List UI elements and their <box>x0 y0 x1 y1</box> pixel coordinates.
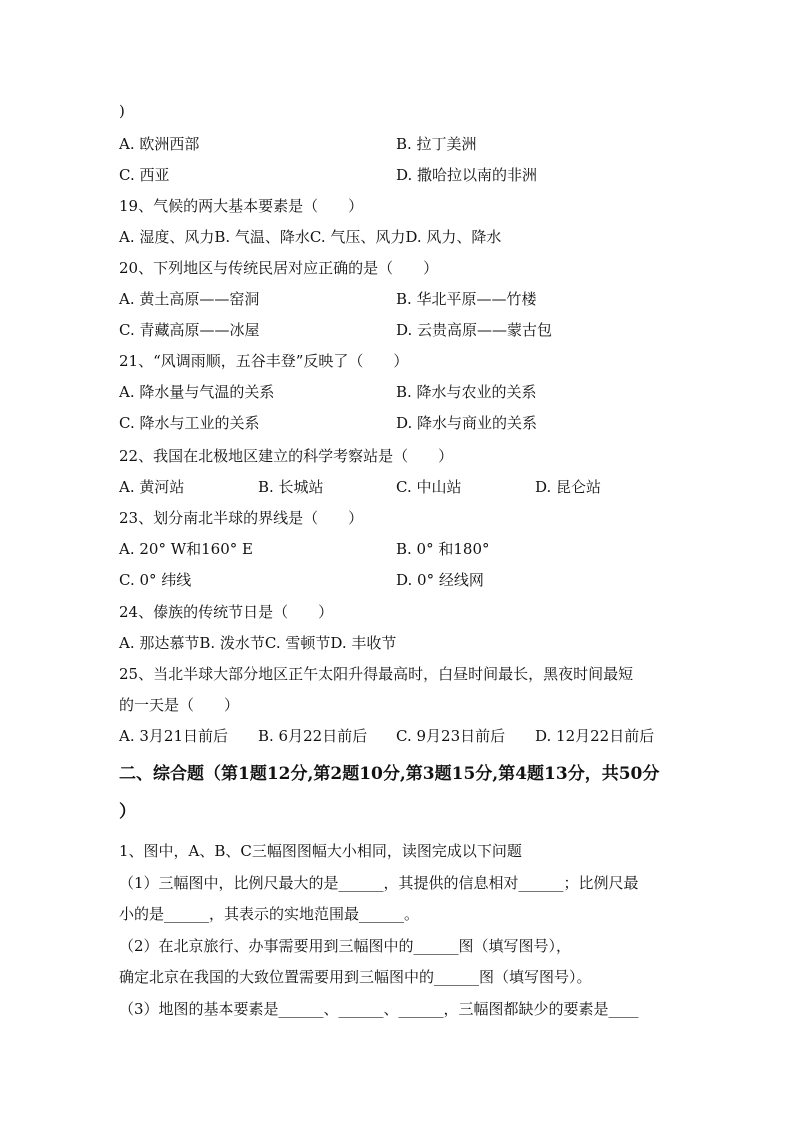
q23-option-c: C. 0° 纬线 <box>119 571 192 589</box>
q18-tail: ) <box>119 102 125 120</box>
q18-option-b: B. 拉丁美洲 <box>396 135 477 153</box>
q25-option-a: A. 3月21日前后 <box>119 727 228 745</box>
q22-option-d: D. 昆仑站 <box>535 478 602 496</box>
q20-option-b: B. 华北平原——竹楼 <box>396 290 537 308</box>
q20-option-d: D. 云贵高原——蒙古包 <box>396 321 553 339</box>
p1-sub3: （3）地图的基本要素是______、______、______，三幅图都缺少的要素是____ <box>119 1000 639 1018</box>
q21-option-b: B. 降水与农业的关系 <box>396 383 537 401</box>
q25-option-b: B. 6月22日前后 <box>258 727 368 745</box>
q18-option-d: D. 撒哈拉以南的非洲 <box>396 166 538 184</box>
q18-option-a: A. 欧洲西部 <box>119 135 200 153</box>
q23-option-b: B. 0° 和180° <box>396 540 490 558</box>
q20-stem: 20、下列地区与传统民居对应正确的是（ ） <box>119 259 439 277</box>
q25-stem-line2: 的一天是（ ） <box>119 696 240 714</box>
q19-stem: 19、气候的两大基本要素是（ ） <box>119 197 364 215</box>
section-2-title-tail: ） <box>119 802 136 822</box>
q21-stem: 21、“风调雨顺，五谷丰登”反映了（ ） <box>119 352 409 370</box>
q22-stem: 22、我国在北极地区建立的科学考察站是（ ） <box>119 447 454 465</box>
p1-sub1-line1: （1）三幅图中，比例尺最大的是______，其提供的信息相对______；比例尺最 <box>119 874 639 892</box>
q18-option-c: C. 西亚 <box>119 166 170 184</box>
q19-options: A. 湿度、风力B. 气温、降水C. 气压、风力D. 风力、降水 <box>119 228 502 246</box>
q22-option-b: B. 长城站 <box>258 478 324 496</box>
q21-option-c: C. 降水与工业的关系 <box>119 414 260 432</box>
q22-option-a: A. 黄河站 <box>119 478 185 496</box>
q21-option-d: D. 降水与商业的关系 <box>396 414 538 432</box>
p1-sub2-line1: （2）在北京旅行、办事需要用到三幅图中的______图（填写图号）， <box>119 937 572 955</box>
q21-option-a: A. 降水量与气温的关系 <box>119 383 275 401</box>
q20-option-c: C. 青藏高原——冰屋 <box>119 321 260 339</box>
q25-option-c: C. 9月23日前后 <box>396 727 506 745</box>
q25-stem-line1: 25、当北半球大部分地区正午太阳升得最高时，白昼时间最长，黑夜时间最短 <box>119 665 634 683</box>
q23-option-d: D. 0° 经线网 <box>396 571 484 589</box>
p1-sub2-line2: 确定北京在我国的大致位置需要用到三幅图中的______图（填写图号）。 <box>119 968 592 986</box>
section-2-title: 二、综合题（第1题12分,第2题10分,第3题15分,第4题13分，共50分 <box>119 764 660 784</box>
q24-options: A. 那达慕节B. 泼水节C. 雪顿节D. 丰收节 <box>119 634 397 652</box>
q22-option-c: C. 中山站 <box>396 478 462 496</box>
q24-stem: 24、傣族的传统节日是（ ） <box>119 603 334 621</box>
p1-sub1-line2: 小的是______，其表示的实地范围最______。 <box>119 905 420 923</box>
q20-option-a: A. 黄土高原——窑洞 <box>119 290 260 308</box>
p1-stem: 1、图中，A、B、C三幅图图幅大小相同，读图完成以下问题 <box>119 842 522 860</box>
q23-option-a: A. 20° W和160° E <box>119 540 253 558</box>
q25-option-d: D. 12月22日前后 <box>535 727 655 745</box>
q23-stem: 23、划分南北半球的界线是（ ） <box>119 509 364 527</box>
